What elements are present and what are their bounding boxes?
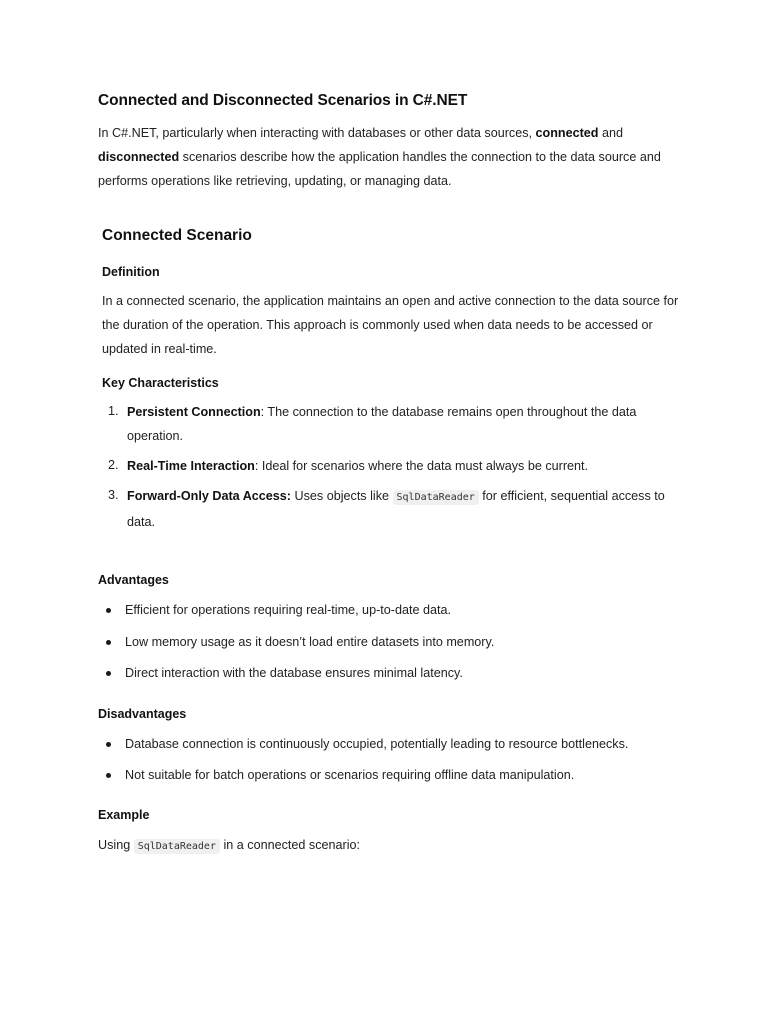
disadvantage-item: Database connection is continuously occupied, potentially leading to resource bottlenecks. bbox=[125, 737, 629, 751]
key-item-persistent-connection bbox=[127, 400, 677, 448]
disadvantage-item: Not suitable for batch operations or scenarios requiring offline data manipulation. bbox=[125, 768, 575, 782]
advantage-item: Efficient for operations requiring real-time, up-to-date data. bbox=[125, 603, 451, 617]
key-item-label: Forward-Only Data Access: bbox=[127, 489, 292, 503]
example-text-end: in a connected scenario: bbox=[219, 838, 361, 852]
list-number-2: 2. bbox=[108, 458, 119, 472]
intro-bold-disconnected: disconnected bbox=[98, 150, 180, 164]
definition-paragraph: In a connected scenario, the application maintains an open and active connection to the data source for the duration of the operation. This approach is commonly used when data needs to be accessed or updated in real-time. bbox=[102, 294, 679, 356]
inline-code-sqldatareader: SqlDataReader bbox=[134, 839, 220, 854]
intro-paragraph bbox=[98, 121, 688, 193]
bullet-dot bbox=[106, 742, 111, 747]
page-title: Connected and Disconnected Scenarios in C#.NET bbox=[98, 92, 468, 109]
disadvantages-heading: Disadvantages bbox=[98, 707, 187, 721]
inline-code-sqldatareader: SqlDataReader bbox=[393, 490, 479, 505]
bullet-dot bbox=[106, 773, 111, 778]
example-text: Using bbox=[98, 838, 134, 852]
key-item-text-end: for efficient, sequential access to data. bbox=[127, 489, 665, 529]
advantages-heading: Advantages bbox=[98, 573, 169, 587]
example-paragraph bbox=[98, 833, 688, 859]
bullet-dot bbox=[106, 671, 111, 676]
key-item-label: Real-Time Interaction bbox=[127, 459, 255, 473]
advantage-item: Direct interaction with the database ensures minimal latency. bbox=[125, 666, 463, 680]
definition-heading: Definition bbox=[102, 265, 160, 279]
example-heading: Example bbox=[98, 808, 150, 822]
key-item-text: Uses objects like bbox=[291, 489, 393, 503]
key-item-forward-only-access bbox=[127, 484, 677, 534]
bullet-dot bbox=[106, 608, 111, 613]
key-item-text: : Ideal for scenarios where the data must always be current. bbox=[254, 459, 589, 473]
key-item-text: : The connection to the database remains open throughout the data operation. bbox=[127, 405, 637, 443]
intro-text-1: In C#.NET, particularly when interacting with databases or other data sources, bbox=[98, 126, 536, 140]
list-number-3: 3. bbox=[108, 488, 119, 502]
key-item-real-time-interaction bbox=[127, 454, 677, 478]
key-characteristics-heading: Key Characteristics bbox=[102, 376, 219, 390]
key-item-label: Persistent Connection bbox=[127, 405, 261, 419]
bullet-dot bbox=[106, 640, 111, 645]
intro-text-3: scenarios describe how the application handles the connection to the data source and performs operations like retrieving, updating, or managing data. bbox=[98, 150, 661, 188]
section-heading-connected: Connected Scenario bbox=[102, 227, 252, 244]
intro-text-2: and bbox=[598, 126, 624, 140]
list-number-1: 1. bbox=[108, 404, 119, 418]
advantage-item: Low memory usage as it doesn’t load entire datasets into memory. bbox=[125, 635, 495, 649]
intro-bold-connected: connected bbox=[535, 126, 599, 140]
